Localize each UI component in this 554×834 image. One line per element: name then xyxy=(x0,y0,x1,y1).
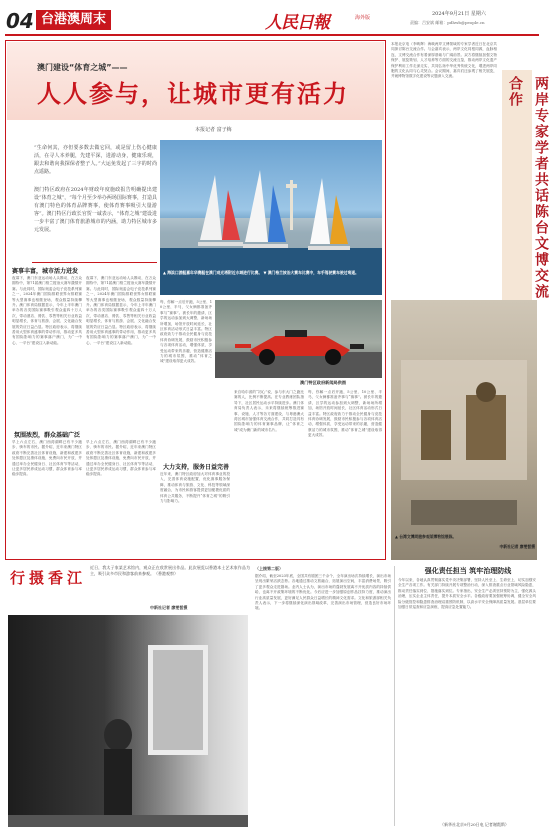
photo-credit: 澳门特区政府新闻局供图 xyxy=(300,380,347,385)
gallery-photo xyxy=(8,615,248,827)
feature-banner xyxy=(7,42,384,120)
byline: 本报记者 富子梅 xyxy=(195,127,232,133)
race-car-photo xyxy=(215,300,382,378)
sidebar-caption: ▲ 台湾文博同胞参观某博物馆展陈。 xyxy=(395,534,457,539)
continued-label: （上接第二版） xyxy=(255,566,283,571)
museum-artifact-illustration xyxy=(391,300,537,560)
kicker: 澳门建设“体育之城”—— xyxy=(37,63,128,72)
intro-paragraph-2: 澳门特区政府在2024年财政年度施政报告明确提出建设“体育之城”，“每个月至少举办两场国际赛事，打造具有澳门特色的体育品牌赛事，使体育赛事吸引大量游客”。澳门特区行政长官贺一诚表示，“体育之城”建设进一步丰富了澳门体育旅游城市的内涵，助力特区城市多元发展。 xyxy=(34,187,157,233)
sidebar-photo xyxy=(391,300,537,560)
section-title: 台港澳周末 xyxy=(36,10,111,30)
page-header xyxy=(0,6,543,36)
photo-column-credit: 中新社记者 廖雯皙摄 xyxy=(150,605,188,610)
section-3-body: 近年来，澳门特区政府加大对体育事业的投入，完善体育设施配置，优化赛事服务保障，推动体育与旅游、文化、科技等领域深度融合，为市民和游客提供更加便捷优质的体育公共服务，不断提升“体育之城”的吸引力与影响力。 xyxy=(160,472,230,504)
sidebar-body: 本报北京电（李映辉）海峡两岸文博领域的专家学者近日在北京共同探讨陈台交流合作。与会嘉宾表示，两岸文化同根同源，血脉相连，文博交流合作有着深厚基础与广阔前景。双方将继续加强文物保护、展览策划、人才培养等方面的交流互鉴，推动两岸文化遗产保护利用工作走深走实，共同弘扬中华优秀传统文化，增进两岸同胞的文化认同与心灵契合。会议期间，嘉宾们还参观了相关展览，并就博物馆数字化建设等议题深入交流。 xyxy=(391,42,497,79)
section-1-body: 夜幕下，澳门东亚运动场人头攒动，在万众期待中，第71届澳门格兰披治大赛车激情开赛。与此同时，国际奥委会电子竞技系列赛之一，2024年澳门国际排联世界女排联赛等大型赛事也相继登场，观众数量持续攀升。澳门体育局数据显示，今年上半年澳门举办的各类国际赛事吸引观众逾四十万人次，带动酒店、餐饮、零售等相关行业收益明显增长，体育与旅游、会展、文化融合发展的效应日益凸显。特区政府表示，将继续善用大型体育盛事的带动作用，推动更多具有国际影响力的赛事落户澳门，为“一中心、一平台”建设注入新动能。 xyxy=(12,276,82,345)
right-article-title: 强化责任担当 筑牢治理防线 xyxy=(424,567,512,575)
sidebar-title-text: 两岸专家学者共话陈台文博交流合作 xyxy=(507,76,549,300)
right-article-body: 今年以来，各地认真贯彻落实党中央决策部署，坚持人民至上、生命至上，切实加强安全生产各项工作。有关部门持续开展专项整治行动，深入排查重点行业领域风险隐患，推动责任落实到位、措施落实到位。专家指出，安全生产必须坚持预防为主，强化源头治理，压实企业主体责任，提升本质安全水平。各级政府要加强统筹协调，健全安全风险分级管控和隐患排查治理双重预防机制，以高水平安全保障高质量发展。基层单位要加强日常巡查和应急演练，提高应急处置能力。 xyxy=(398,578,536,610)
section-1-title: 赛事丰富，城市活力迸发 xyxy=(12,268,79,275)
headline: 人人参与，让城市更有活力 xyxy=(37,80,349,108)
right-article-footer: （新华社北京9月20日电 记者谢霞斯） xyxy=(440,822,509,827)
newspaper-logo: 人民日報 xyxy=(265,13,329,33)
bottom-divider xyxy=(394,566,395,826)
intro-paragraph: “生命何其，亦但要多数去做它回，或是留上伤心健康活，在寻人本养腿，先建平深，进游动身，健康乐观，跟去和谐向我探保者整子人。”大运免发起了三字的时尚点遥路。 xyxy=(34,145,157,175)
photo-column-caption: 近日，我太子家某艺术馆内，观众正在欣赏展出作品。此次展览以香港本土艺术家作品为主，吸引众多市民和游客前来参观。（香港观察） xyxy=(90,565,250,576)
section-2-title: 氛围浓烈，群众基础广泛 xyxy=(14,432,81,439)
feature-photo xyxy=(160,140,382,295)
intro-rule xyxy=(32,262,157,263)
section-2-body-b: 早上六点左右，澳门西湾湖畔已有不少跑步、骑车的市民。据介绍，近年来澳门特区政府不断完善社区体育设施，新建和改建多处休憩区及康体设施，免费向市民开放，并通过举办全民健身日、社区体育节等活动，让更多居民养成运动习惯，群众体育参与率稳步提高。 xyxy=(86,440,156,477)
right-column-body: 来自哈尔滨的“初心”说，参与东大门之跑比赛的人，比例不断提高。在专业教练团队指导下，社区居民运动水平持续进步。澳门体育局负责人表示，未来将继续统筹推进赛事、设施、人才等各方面建设，与粤港澳大湾区城市加强体育交流合作，共同打造具有国际影响力的体育赛事品牌，让“体育之城”成为澳门新的城市名片。 xyxy=(234,390,304,432)
section-1-body-b: 夜幕下，澳门东亚运动场人头攒动，在万众期待中，第71届澳门格兰披治大赛车激情开赛。与此同时，国际奥委会电子竞技系列赛之一，2024年澳门国际排联世界女排联赛等大型赛事也相继登场，观众数量持续攀升。澳门体育局数据显示，今年上半年澳门举办的各类国际赛事吸引观众逾四十万人次，带动酒店、餐饮、零售等相关行业收益明显增长，体育与旅游、会展、文化融合发展的效应日益凸显。特区政府表示，将继续善用大型体育盛事的带动作用，推动更多具有国际影响力的赛事落户澳门，为“一中心、一平台”建设注入新动能。 xyxy=(86,276,156,345)
gallery-visitor-illustration xyxy=(8,615,248,827)
right-column-body-b: 每，你解一点后开跑，5公里、10公里、半马，父女俩都准备齐事与“赛事”。被长年的邀请，区学的运动参加到大调整，新场场所增加，场馆开放时间延长，社区体育活动形式日益丰富。特区政府致力于推动全民健身与竞技体育协调发展，鼓励市民积极参与各项体育活动，增强体质，享受运动带来的乐趣，营造健康活力的城市氛围，推动“体育之城”建设取得更大成效。 xyxy=(308,390,382,438)
sidebar-title xyxy=(502,70,549,300)
section-3-title: 大力支持，服务日益完善 xyxy=(163,464,230,471)
photo-caption-overlay: ▲ 海滨口游艇嘉年华赛艇在澳门观光塔附近水域进行比赛。 ▼ 澳门格兰披治大赛车比赛中，车手驾驶赛车驶过弯道。 xyxy=(163,270,359,275)
sidebar-credit: 中新社记者 廖雯皙摄 xyxy=(499,544,535,549)
header-rule xyxy=(5,34,539,36)
section-2-body: 早上六点左右，澳门西湾湖畔已有不少跑步、骑车的市民。据介绍，近年来澳门特区政府不断完善社区体育设施，新建和改建多处休憩区及康体设施，免费向市民开放，并通过举办全民健身日、社区体育节等活动，让更多居民养成运动习惯，群众体育参与率稳步提高。 xyxy=(12,440,82,477)
editor-line: 责编：吕安斌 邮箱：pdhwb@people.cn xyxy=(410,20,485,25)
logo-tag: 海外版 xyxy=(355,15,371,21)
middle-column-body: 每，你解一点后开跑，5公里、10公里、半马，父女俩都准备齐事与“赛事”。被长年的邀请，区学的运动参加到大调整，新场场所增加，场馆开放时间延长，社区体育活动形式日益丰富。特区政府致力于推动全民健身与竞技体育协调发展，鼓励市民积极参与各项体育活动，增强体质，享受运动带来的乐趣，营造健康活力的城市氛围，推动“体育之城”建设取得更大成效。 xyxy=(160,300,212,364)
continued-article-body: 据介绍，截至2023年底，全国共有剧团三千余个，全年演出场次持续增长，演出市场呈现出繁荣活跃态势。各地通过推动文旅融合，拓展演出空间，丰富消费场景，吸引了更多观众走进剧场。业内人士认为，演出市场的蓬勃发展离不开优质内容的持续供给，也离不开政策环境的不断优化。今后应进一步加强原创作品扶持力度，推动演出行业高质量发展，更好满足人民群众日益增长的精神文化需求。文化和旅游部相关负责人表示，下一步将继续深化演出领域改革，完善演出市场管理，营造良好市场环境。 xyxy=(255,574,391,611)
race-car-illustration xyxy=(215,300,382,378)
photo-column-title: 行摄香江 xyxy=(10,569,87,587)
page-number: 04 xyxy=(6,9,34,33)
issue-date: 2024年9月21日 星期六 xyxy=(432,11,486,17)
